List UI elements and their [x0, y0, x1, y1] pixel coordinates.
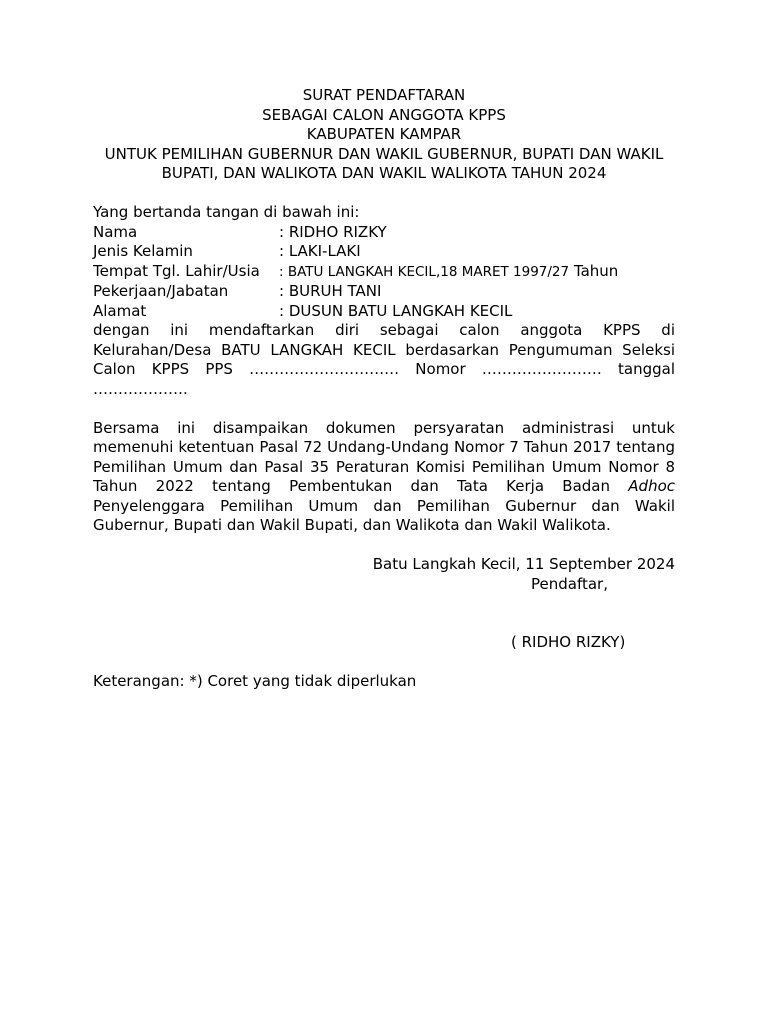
field-label: Pekerjaan/Jabatan	[93, 282, 229, 300]
note-text: Keterangan: *) Coret yang tidak diperlukan	[93, 672, 417, 690]
para1-line-4: ……………….	[93, 379, 188, 398]
letter-body	[93, 86, 675, 692]
para2-text-b: Penyelenggara Pemilihan Umum dan Pemilihan Gubernur dan Wakil Gubernur, Bupati dan Wakil Bupati, dan Walikota dan Wakil Walikota.	[93, 496, 675, 534]
field-value-suffix: Tahun	[569, 261, 619, 280]
field-value: : RIDHO RIZKY	[279, 222, 387, 241]
field-row-jenis-kelamin	[93, 242, 675, 262]
field-row-nama	[93, 223, 675, 243]
field-value-main: : BATU LANGKAH KECIL,18 MARET 1997/27	[279, 263, 570, 280]
field-value: : LAKI-LAKI	[279, 242, 361, 260]
field-label: Alamat	[93, 301, 147, 320]
para2-text-a: Bersama ini disampaikan dokumen persyaratan administrasi untuk memenuhi ketentuan Pasal 72 Undang-Undang Nomor 7 Tahun 2017 tentang Pemilihan Umum dan Pasal 35 Peraturan Komisi Pemilihan Umum Nomor 8 Tahun 2022 tentang Pembentukan dan Tata Kerja Badan	[93, 418, 675, 495]
field-row-alamat	[93, 302, 675, 322]
title-line-4: UNTUK PEMILIHAN GUBERNUR DAN WAKIL GUBERNUR, BUPATI DAN WAKIL BUPATI, DAN WALIKOTA DAN WAKIL WALIKOTA TAHUN 2024	[104, 144, 664, 182]
field-label: Tempat Tgl. Lahir/Usia	[93, 261, 260, 280]
para1-line-2: Kelurahan/Desa BATU LANGKAH KECIL berdasarkan Pengumuman Seleksi	[93, 340, 675, 359]
intro-text: Yang bertanda tangan di bawah ini:	[93, 203, 360, 221]
title-line-3: KABUPATEN KAMPAR	[306, 125, 462, 143]
field-value: : BURUH TANI	[279, 282, 382, 300]
para1-line-1: dengan ini mendaftarkan diri sebagai calon anggota KPPS di	[93, 321, 675, 339]
signature-name: ( RIDHO RIZKY)	[511, 633, 626, 651]
field-value: : DUSUN BATU LANGKAH KECIL	[279, 301, 513, 320]
documents-paragraph	[93, 419, 675, 536]
letter-title	[93, 86, 675, 145]
field-row-pekerjaan	[93, 282, 675, 302]
registration-paragraph	[93, 321, 675, 399]
field-value	[279, 262, 618, 283]
para1-line-3: Calon KPPS PPS ………………………… Nomor …………………… tanggal	[93, 360, 675, 378]
title-line-2: SEBAGAI CALON ANGGOTA KPPS	[262, 105, 506, 124]
field-label: Nama	[93, 222, 138, 241]
field-row-tempat-tgl-lahir	[93, 262, 675, 283]
title-line-1: SURAT PENDAFTARAN	[302, 86, 466, 104]
para2-italic-term: Adhoc	[628, 477, 675, 495]
signature-place-date: Batu Langkah Kecil, 11 September 2024	[372, 555, 675, 573]
signature-label: Pendaftar,	[531, 574, 608, 593]
field-label: Jenis Kelamin	[93, 242, 193, 260]
